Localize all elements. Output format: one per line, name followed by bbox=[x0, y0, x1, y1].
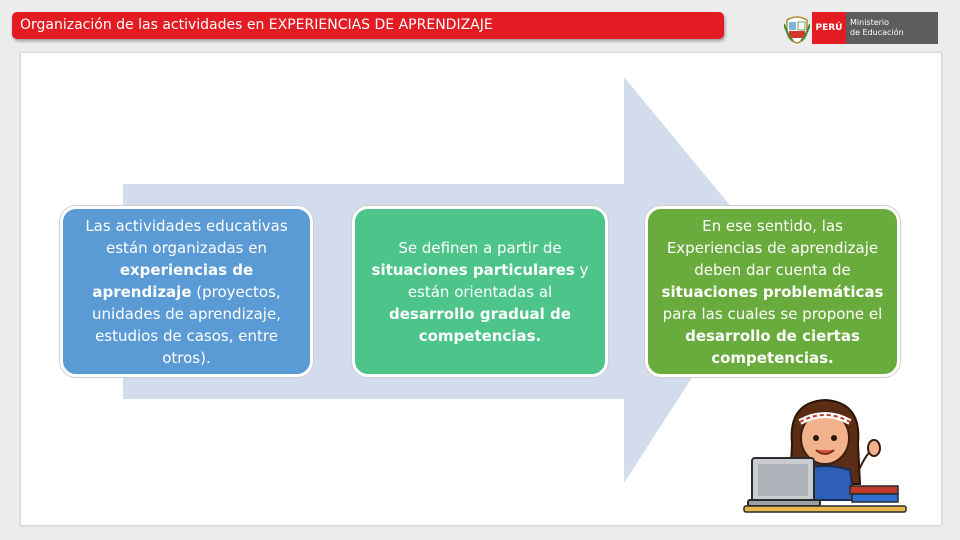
card-text-segment: En ese sentido, las Experiencias de aprendizaje deben dar cuenta de bbox=[666, 216, 879, 279]
card-text-segment: y están orientadas al bbox=[407, 260, 589, 301]
page-title: Organización de las actividades en EXPERIENCIAS DE APRENDIZAJE bbox=[20, 17, 493, 33]
girl-with-laptop-illustration bbox=[740, 392, 910, 522]
ministry-logo bbox=[784, 12, 940, 45]
card-text-segment: Las actividades educativas están organizadas en bbox=[85, 216, 288, 257]
card-text-segment: desarrollo gradual de competencias. bbox=[389, 304, 571, 345]
card-activities bbox=[60, 206, 313, 377]
logo-ministry-line2: de Educación bbox=[850, 28, 904, 37]
card-text-segment: Se definen a partir de bbox=[398, 238, 562, 257]
card-activities-text bbox=[73, 215, 300, 369]
card-purpose bbox=[645, 206, 900, 377]
card-text-segment: experiencias de aprendizaje bbox=[92, 260, 254, 301]
card-definition-text bbox=[365, 237, 595, 347]
card-text-segment: para las cuales se propone el bbox=[662, 304, 883, 323]
card-text-segment: situaciones problemáticas bbox=[661, 282, 884, 301]
logo-ministry bbox=[846, 12, 938, 44]
logo-country: PERÚ bbox=[812, 12, 846, 44]
header-bar bbox=[12, 12, 724, 39]
card-text-segment: (proyectos, unidades de aprendizaje, estudios de casos, entre otros). bbox=[92, 282, 281, 367]
peru-coat-of-arms-icon bbox=[784, 14, 810, 44]
card-text-segment: desarrollo de ciertas competencias. bbox=[685, 326, 860, 367]
logo-ministry-line1: Ministerio bbox=[850, 18, 890, 27]
card-text-segment: situaciones particulares bbox=[371, 260, 575, 279]
card-purpose-text bbox=[658, 215, 887, 369]
card-definition bbox=[352, 206, 608, 377]
